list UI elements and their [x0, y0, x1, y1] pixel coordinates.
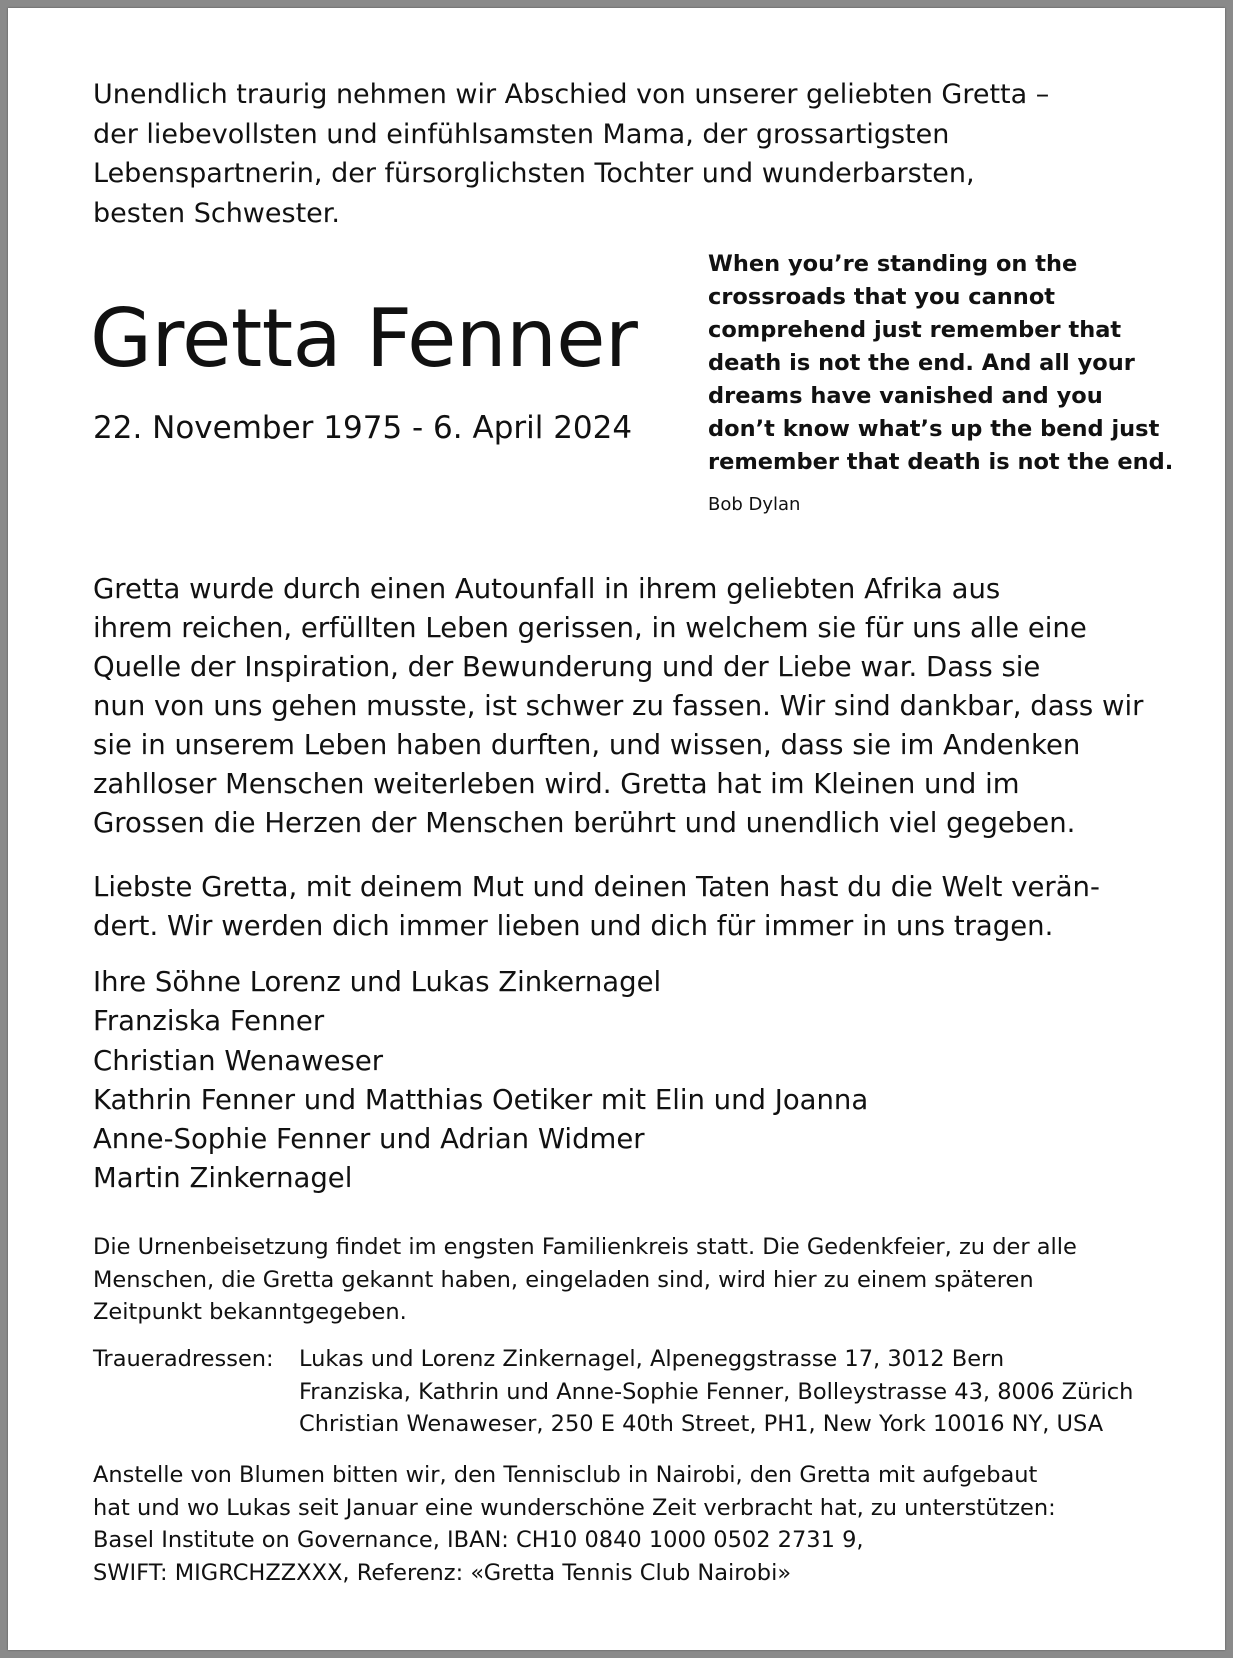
life-dates: 22. November 1975 - 6. April 2024: [93, 410, 633, 446]
address-item: Lukas und Lorenz Zinkernagel, Alpeneggstrasse 17, 3012 Bern: [299, 1346, 1005, 1372]
mourning-addresses: [93, 1343, 1173, 1441]
quote-line: don’t know what’s up the bend just: [708, 416, 1160, 442]
tribute-line: ihrem reichen, erfüllten Leben gerissen, in welchem sie für uns alle eine: [93, 612, 1087, 644]
ceremony-notice: [93, 1231, 1153, 1329]
donation-line: Basel Institute on Governance, IBAN: CH10 0840 1000 0502 2731 9,: [93, 1527, 864, 1553]
farewell-paragraph: [93, 868, 1153, 946]
quote-line: death is not the end. And all your: [708, 350, 1135, 376]
signer-item: Kathrin Fenner und Matthias Oetiker mit Elin und Joanna: [93, 1083, 869, 1116]
address-item: Christian Wenaweser, 250 E 40th Street, PH1, New York 10016 NY, USA: [299, 1411, 1104, 1437]
farewell-line: dert. Wir werden dich immer lieben und dich für immer in uns tragen.: [93, 910, 1054, 942]
signer-item: Anne-Sophie Fenner und Adrian Widmer: [93, 1123, 645, 1156]
signer-item: Franziska Fenner: [93, 1005, 325, 1038]
tribute-line: Grossen die Herzen der Menschen berührt und unendlich viel gegeben.: [93, 807, 1076, 839]
donation-line: SWIFT: MIGRCHZZXXX, Referenz: «Gretta Tennis Club Nairobi»: [93, 1559, 792, 1586]
addresses-list: [299, 1343, 1133, 1441]
quote-text: [708, 248, 1174, 479]
signer-item: Ihre Söhne Lorenz und Lukas Zinkernagel: [93, 966, 662, 998]
donation-line: hat und wo Lukas seit Januar eine wunderschöne Zeit verbracht hat, zu unterstützen:: [93, 1494, 1056, 1521]
deceased-name: Gretta Fenner: [90, 292, 638, 385]
tribute-line: nun von uns gehen musste, ist schwer zu fassen. Wir sind dankbar, dass wir: [93, 690, 1144, 722]
signer-item: Martin Zinkernagel: [93, 1162, 353, 1195]
intro-line: Unendlich traurig nehmen wir Abschied von unserer geliebten Gretta –: [93, 79, 1050, 110]
address-item: Franziska, Kathrin und Anne-Sophie Fenner, Bolleystrasse 43, 8006 Zürich: [299, 1378, 1134, 1405]
quote-line: dreams have vanished and you: [708, 383, 1103, 409]
intro-line: der liebevollsten und einfühlsamsten Mama, der grossartigsten: [93, 118, 950, 150]
intro-text: [93, 75, 1133, 233]
ceremony-line: Zeitpunkt bekanntgegeben.: [93, 1299, 407, 1325]
signers-list: [93, 963, 1153, 1199]
tribute-line: Quelle der Inspiration, der Bewunderung und der Liebe war. Dass sie: [93, 651, 1041, 683]
signer-item: Christian Wenaweser: [93, 1044, 384, 1077]
obituary-page: [8, 8, 1225, 1650]
farewell-line: Liebste Gretta, mit deinem Mut und deinen Taten hast du die Welt verän-: [93, 871, 1100, 903]
intro-line: besten Schwester.: [93, 197, 340, 229]
quote-block: [708, 248, 1174, 517]
ceremony-line: Menschen, die Gretta gekannt haben, eingeladen sind, wird hier zu einem späteren: [93, 1266, 1034, 1293]
quote-line: crossroads that you cannot: [708, 284, 1056, 310]
tribute-line: Gretta wurde durch einen Autounfall in ihrem geliebten Afrika aus: [93, 573, 1001, 605]
ceremony-line: Die Urnenbeisetzung findet im engsten Familienkreis statt. Die Gedenkfeier, zu der alle: [93, 1234, 1077, 1260]
tribute-line: zahlloser Menschen weiterleben wird. Gretta hat im Kleinen und im: [93, 768, 1020, 800]
quote-line: When you’re standing on the: [708, 251, 1078, 277]
addresses-label: Traueradressen:: [93, 1346, 274, 1372]
donation-notice: [93, 1459, 1153, 1589]
quote-author: Bob Dylan: [708, 494, 801, 515]
tribute-line: sie in unserem Leben haben durften, und wissen, dass sie im Andenken: [93, 729, 1081, 761]
quote-line: remember that death is not the end.: [708, 449, 1174, 475]
donation-line: Anstelle von Blumen bitten wir, den Tennisclub in Nairobi, den Gretta mit aufgebaut: [93, 1462, 1038, 1488]
quote-line: comprehend just remember that: [708, 317, 1122, 343]
intro-line: Lebenspartnerin, der fürsorglichsten Tochter und wunderbarsten,: [93, 158, 975, 189]
tribute-paragraph: [93, 570, 1153, 843]
